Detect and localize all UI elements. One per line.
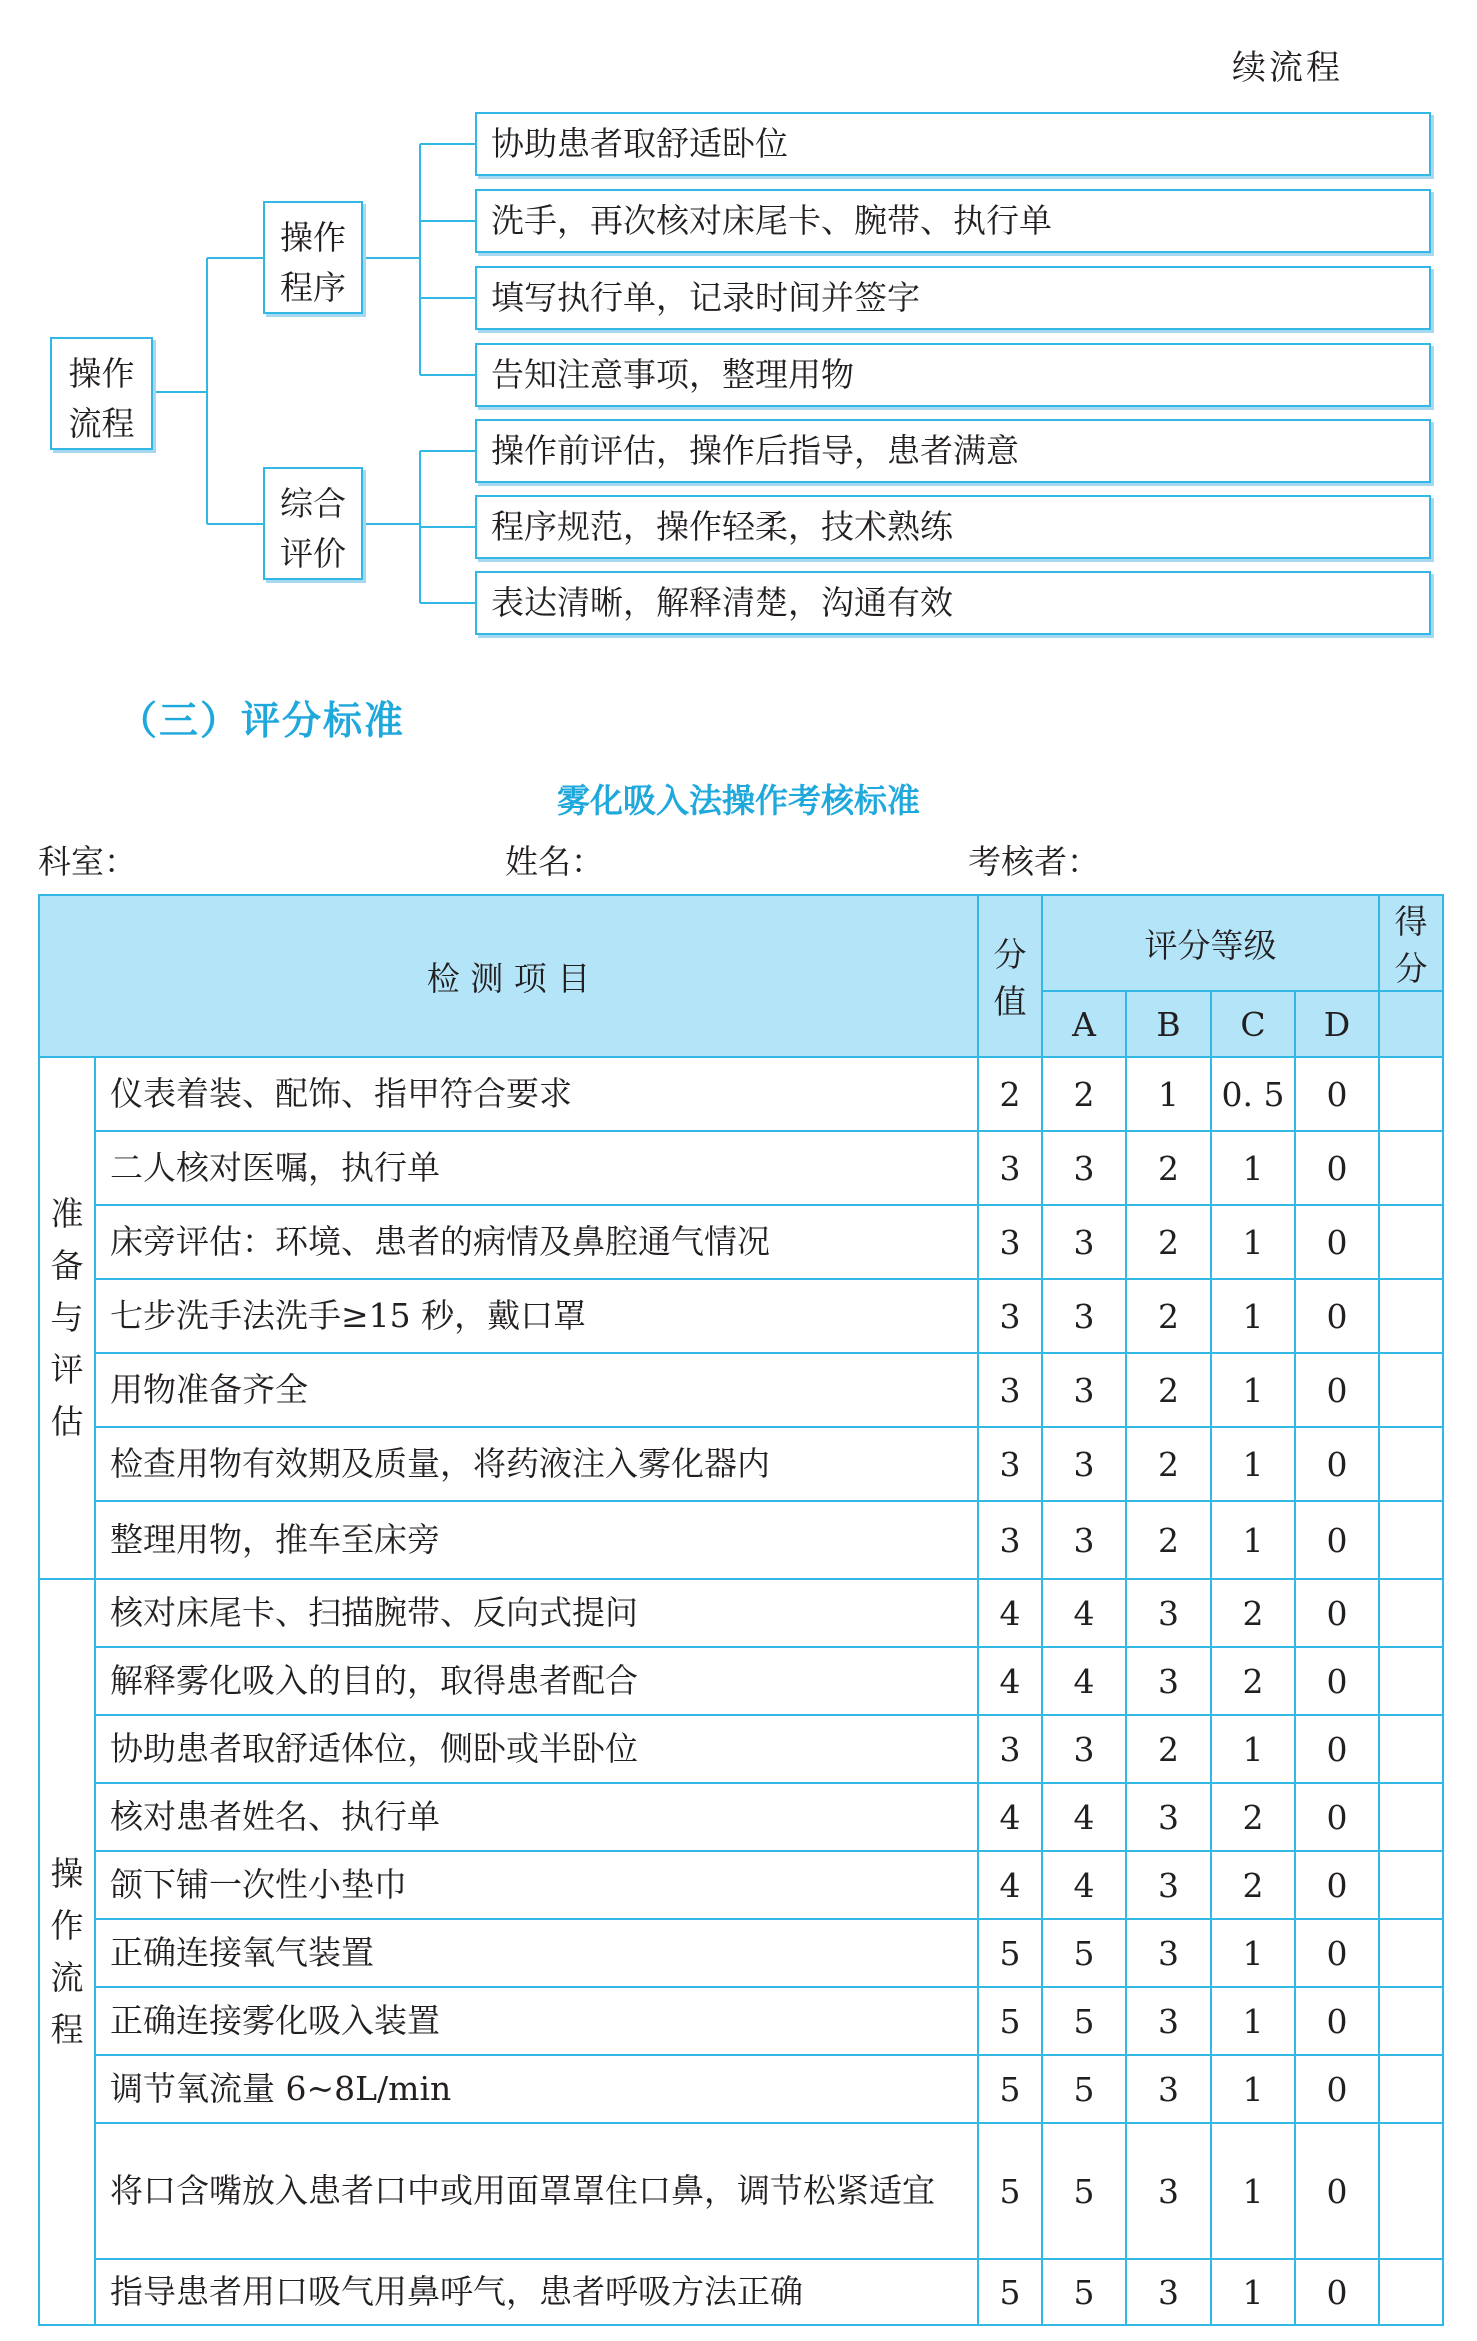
item-cell: 将口含嘴放入患者口中或用面罩罩住口鼻，调节松紧适宜 [95, 2123, 978, 2259]
score-cell [1379, 1279, 1443, 1353]
grade-cell: 3 [1126, 2055, 1211, 2123]
item-cell: 七步洗手法洗手≥15 秒，戴口罩 [95, 1279, 978, 1353]
grade-cell: 1 [1211, 1279, 1295, 1353]
score-cell [1379, 2055, 1443, 2123]
points-cell: 5 [978, 2123, 1042, 2259]
table-row [39, 1057, 1443, 1131]
grade-cell: 4 [1042, 1783, 1126, 1851]
grade-cell: 0 [1295, 2123, 1379, 2259]
grade-cell: 3 [1042, 1715, 1126, 1783]
score-cell [1379, 1579, 1443, 1647]
score-cell [1379, 1057, 1443, 1131]
grade-cell: 1 [1211, 1427, 1295, 1501]
table-row [39, 1353, 1443, 1427]
table-title: 雾化吸入法操作考核标准 [557, 781, 920, 820]
item-cell: 正确连接氧气装置 [95, 1919, 978, 1987]
grade-cell: 1 [1211, 1353, 1295, 1427]
flow-leaf-box: 操作前评估，操作后指导，患者满意 [475, 419, 1431, 483]
score-cell [1379, 1987, 1443, 2055]
table-row [39, 1783, 1443, 1851]
grade-cell: 3 [1126, 2259, 1211, 2325]
grade-cell: 1 [1211, 1715, 1295, 1783]
flow-root-node [50, 337, 153, 450]
grade-cell: 3 [1126, 2123, 1211, 2259]
grade-cell: 3 [1042, 1205, 1126, 1279]
grade-cell: 5 [1042, 1987, 1126, 2055]
grade-cell: 1 [1211, 2259, 1295, 2325]
header-grade: D [1295, 991, 1379, 1057]
points-cell: 4 [978, 1647, 1042, 1715]
grade-cell: 1 [1126, 1057, 1211, 1131]
header-points: 分值 [978, 895, 1042, 1057]
item-cell: 检查用物有效期及质量，将药液注入雾化器内 [95, 1427, 978, 1501]
header-score: 得分 [1379, 895, 1443, 991]
grade-cell: 3 [1042, 1131, 1126, 1205]
score-cell [1379, 2259, 1443, 2325]
grade-cell: 3 [1042, 1501, 1126, 1579]
score-table [38, 894, 1444, 2326]
grade-cell: 0 [1295, 1279, 1379, 1353]
points-cell: 3 [978, 1205, 1042, 1279]
category-label: 操作流程 [50, 1854, 84, 2049]
table-row [39, 1715, 1443, 1783]
table-row [39, 1205, 1443, 1279]
grade-cell: 0 [1295, 1427, 1379, 1501]
table-row [39, 1851, 1443, 1919]
grade-cell: 5 [1042, 1919, 1126, 1987]
item-cell: 协助患者取舒适体位，侧卧或半卧位 [95, 1715, 978, 1783]
points-cell: 5 [978, 1919, 1042, 1987]
item-cell: 仪表着装、配饰、指甲符合要求 [95, 1057, 978, 1131]
table-row [39, 1579, 1443, 1647]
grade-cell: 2 [1211, 1783, 1295, 1851]
header-score-blank [1379, 991, 1443, 1057]
header-grade-group: 评分等级 [1042, 895, 1379, 991]
points-cell: 3 [978, 1353, 1042, 1427]
grade-cell: 1 [1211, 1919, 1295, 1987]
score-cell [1379, 1131, 1443, 1205]
grade-cell: 0 [1295, 1715, 1379, 1783]
score-cell [1379, 1647, 1443, 1715]
item-cell: 核对床尾卡、扫描腕带、反向式提问 [95, 1579, 978, 1647]
examiner-label: 考核者： [968, 842, 1100, 881]
table-row [39, 1987, 1443, 2055]
flow-branch-node [263, 201, 363, 314]
grade-cell: 0 [1295, 1987, 1379, 2055]
grade-cell: 2 [1126, 1279, 1211, 1353]
item-cell: 正确连接雾化吸入装置 [95, 1987, 978, 2055]
points-cell: 5 [978, 2259, 1042, 2325]
grade-cell: 1 [1211, 2055, 1295, 2123]
grade-cell: 0 [1295, 1783, 1379, 1851]
item-cell: 核对患者姓名、执行单 [95, 1783, 978, 1851]
grade-cell: 0. 5 [1211, 1057, 1295, 1131]
flow-leaf-box: 协助患者取舒适卧位 [475, 112, 1431, 176]
item-cell: 用物准备齐全 [95, 1353, 978, 1427]
table-row [39, 1131, 1443, 1205]
points-cell: 5 [978, 1987, 1042, 2055]
grade-cell: 0 [1295, 2259, 1379, 2325]
score-cell [1379, 1919, 1443, 1987]
table-row [39, 1647, 1443, 1715]
section-title: （三）评分标准 [118, 699, 406, 744]
grade-cell: 0 [1295, 1579, 1379, 1647]
item-cell: 整理用物，推车至床旁 [95, 1501, 978, 1579]
points-cell: 3 [978, 1715, 1042, 1783]
grade-cell: 1 [1211, 1501, 1295, 1579]
header-grade: B [1126, 991, 1211, 1057]
category-cell [39, 1579, 95, 2325]
grade-cell: 3 [1126, 1783, 1211, 1851]
grade-cell: 4 [1042, 1579, 1126, 1647]
flow-branch-node [263, 467, 363, 580]
points-cell: 2 [978, 1057, 1042, 1131]
score-cell [1379, 1851, 1443, 1919]
score-cell [1379, 1715, 1443, 1783]
category-label: 准备与评估 [50, 1194, 84, 1441]
grade-cell: 2 [1126, 1715, 1211, 1783]
score-cell [1379, 2123, 1443, 2259]
table-row [39, 2123, 1443, 2259]
header-grade: A [1042, 991, 1126, 1057]
flow-leaf-box: 程序规范，操作轻柔，技术熟练 [475, 495, 1431, 559]
grade-cell: 2 [1126, 1353, 1211, 1427]
grade-cell: 0 [1295, 1647, 1379, 1715]
score-cell [1379, 1427, 1443, 1501]
table-row [39, 2259, 1443, 2325]
grade-cell: 1 [1211, 1987, 1295, 2055]
table-row [39, 1427, 1443, 1501]
flow-branch-label: 操作程序 [280, 218, 346, 307]
flow-leaf-box: 表达清晰，解释清楚，沟通有效 [475, 571, 1431, 635]
flow-connectors [0, 0, 1477, 660]
grade-cell: 3 [1042, 1427, 1126, 1501]
grade-cell: 4 [1042, 1851, 1126, 1919]
grade-cell: 5 [1042, 2123, 1126, 2259]
item-cell: 调节氧流量 6~8L/min [95, 2055, 978, 2123]
grade-cell: 3 [1126, 1987, 1211, 2055]
grade-cell: 4 [1042, 1647, 1126, 1715]
flow-leaf-box: 洗手，再次核对床尾卡、腕带、执行单 [475, 189, 1431, 253]
points-cell: 3 [978, 1427, 1042, 1501]
grade-cell: 1 [1211, 1131, 1295, 1205]
score-cell [1379, 1205, 1443, 1279]
grade-cell: 3 [1126, 1579, 1211, 1647]
points-cell: 4 [978, 1783, 1042, 1851]
table-row [39, 1919, 1443, 1987]
flow-leaf-box: 告知注意事项，整理用物 [475, 343, 1431, 407]
grade-cell: 2 [1126, 1131, 1211, 1205]
grade-cell: 3 [1126, 1851, 1211, 1919]
grade-cell: 0 [1295, 1205, 1379, 1279]
grade-cell: 5 [1042, 2055, 1126, 2123]
grade-cell: 5 [1042, 2259, 1126, 2325]
grade-cell: 3 [1042, 1279, 1126, 1353]
points-cell: 4 [978, 1851, 1042, 1919]
grade-cell: 2 [1126, 1501, 1211, 1579]
points-cell: 4 [978, 1579, 1042, 1647]
points-cell: 3 [978, 1131, 1042, 1205]
points-cell: 5 [978, 2055, 1042, 2123]
grade-cell: 2 [1126, 1205, 1211, 1279]
item-cell: 床旁评估：环境、患者的病情及鼻腔通气情况 [95, 1205, 978, 1279]
department-label: 科室： [38, 842, 137, 881]
grade-cell: 1 [1211, 1205, 1295, 1279]
grade-cell: 0 [1295, 1131, 1379, 1205]
grade-cell: 3 [1126, 1647, 1211, 1715]
grade-cell: 3 [1126, 1919, 1211, 1987]
grade-cell: 0 [1295, 1919, 1379, 1987]
table-row [39, 1279, 1443, 1353]
grade-cell: 1 [1211, 2123, 1295, 2259]
header-item: 检 测 项 目 [39, 895, 978, 1057]
grade-cell: 0 [1295, 2055, 1379, 2123]
grade-cell: 0 [1295, 1353, 1379, 1427]
grade-cell: 2 [1042, 1057, 1126, 1131]
grade-cell: 0 [1295, 1851, 1379, 1919]
continuation-label: 续流程 [1232, 48, 1343, 88]
category-cell [39, 1057, 95, 1579]
item-cell: 解释雾化吸入的目的，取得患者配合 [95, 1647, 978, 1715]
grade-cell: 0 [1295, 1501, 1379, 1579]
table-row [39, 2055, 1443, 2123]
grade-cell: 2 [1211, 1647, 1295, 1715]
points-cell: 3 [978, 1501, 1042, 1579]
grade-cell: 0 [1295, 1057, 1379, 1131]
grade-cell: 2 [1211, 1579, 1295, 1647]
item-cell: 颌下铺一次性小垫巾 [95, 1851, 978, 1919]
points-cell: 3 [978, 1279, 1042, 1353]
grade-cell: 2 [1126, 1427, 1211, 1501]
header-grade: C [1211, 991, 1295, 1057]
item-cell: 二人核对医嘱，执行单 [95, 1131, 978, 1205]
table-row [39, 1501, 1443, 1579]
score-cell [1379, 1353, 1443, 1427]
flow-root-label: 操作流程 [68, 354, 135, 443]
item-cell: 指导患者用口吸气用鼻呼气，患者呼吸方法正确 [95, 2259, 978, 2325]
grade-cell: 2 [1211, 1851, 1295, 1919]
grade-cell: 3 [1042, 1353, 1126, 1427]
score-cell [1379, 1783, 1443, 1851]
name-label: 姓名： [505, 842, 604, 881]
flow-branch-label: 综合评价 [280, 484, 346, 573]
flow-leaf-box: 填写执行单，记录时间并签字 [475, 266, 1431, 330]
score-cell [1379, 1501, 1443, 1579]
